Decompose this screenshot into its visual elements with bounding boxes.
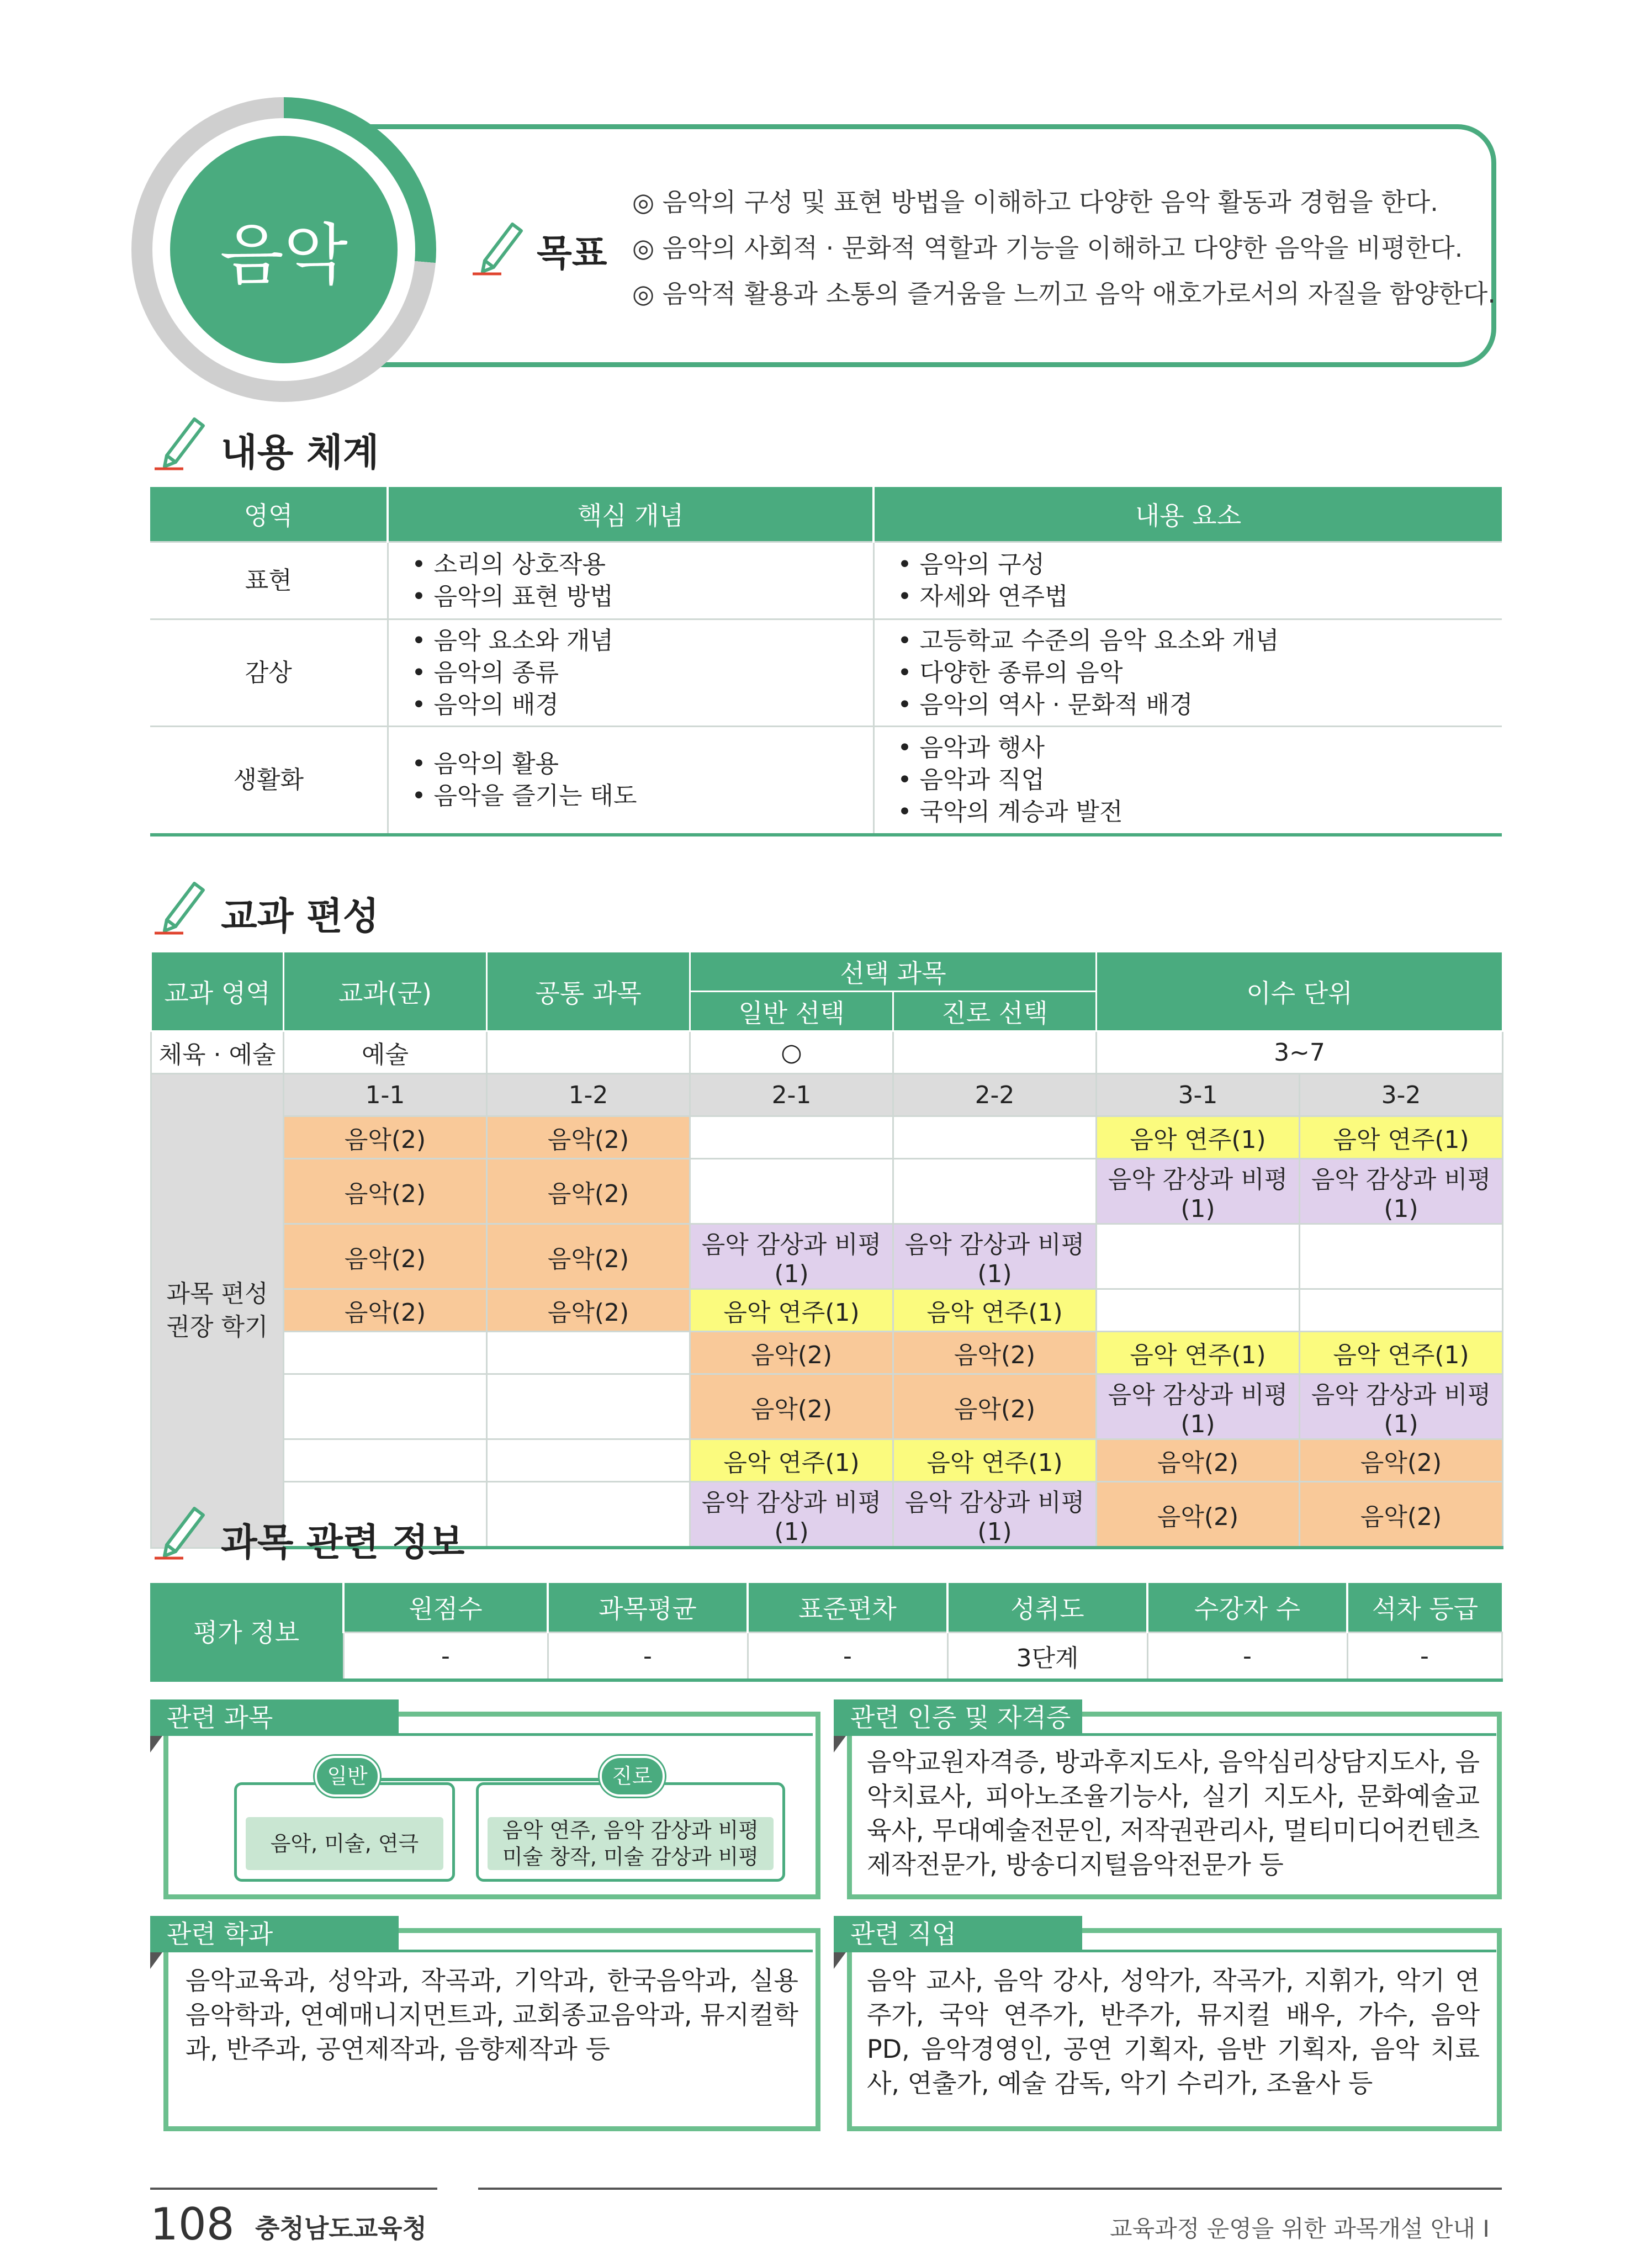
schedule-cell: 음악(2) <box>487 1159 690 1224</box>
semester-cell: 1-2 <box>487 1074 690 1116</box>
table-cell: - <box>748 1633 947 1681</box>
summary-row <box>151 1031 1503 1074</box>
column-header: 내용 요소 <box>873 487 1502 542</box>
schedule-cell <box>487 1374 690 1439</box>
semester-row <box>151 1074 1503 1116</box>
pencil-icon <box>150 411 211 472</box>
table-row <box>151 1439 1503 1482</box>
area-cell: 생활화 <box>150 727 388 835</box>
schedule-cell: 음악 감상과 비평(1) <box>690 1224 893 1289</box>
column-header: 성취도 <box>947 1583 1147 1633</box>
pencil-icon <box>150 876 211 936</box>
content-table <box>150 487 1502 836</box>
schedule-cell: 음악 연주(1) <box>1097 1332 1300 1374</box>
schedule-cell: 음악(2) <box>284 1289 487 1332</box>
table-row <box>151 1224 1503 1289</box>
pencil-icon <box>468 216 529 277</box>
concept-item: • 소리의 상호작용 <box>411 550 606 579</box>
element-item: • 음악과 행사 <box>897 733 1045 762</box>
table-header-row <box>150 1583 1502 1633</box>
goal-item: ◎ 음악의 사회적 · 문화적 역할과 기능을 이해하고 다양한 음악을 비평한다. <box>632 233 1463 263</box>
tab-underline <box>834 1950 1496 1952</box>
table-row <box>151 1116 1503 1159</box>
column-header: 공통 과목 <box>487 952 690 1031</box>
schedule-cell: 음악 감상과 비평(1) <box>1300 1374 1503 1439</box>
column-header: 교과(군) <box>284 952 487 1031</box>
schedule-cell <box>487 1482 690 1548</box>
concept-cell <box>388 619 873 727</box>
schedule-cell <box>284 1332 487 1374</box>
schedule-cell: 음악 감상과 비평(1) <box>690 1482 893 1548</box>
footer-org: 충청남도교육청 <box>255 2214 427 2243</box>
table-cell: 3단계 <box>947 1633 1147 1681</box>
tab-fold <box>150 1736 162 1752</box>
schedule-cell: 음악(2) <box>487 1116 690 1159</box>
element-cell <box>873 542 1502 619</box>
footer-rule <box>478 2188 1502 2190</box>
schedule-cell <box>487 1439 690 1482</box>
concept-item: • 음악의 종류 <box>411 658 559 687</box>
general-pill: 일반 <box>315 1756 380 1797</box>
organization-table <box>150 951 1503 1549</box>
semester-cell: 2-2 <box>893 1074 1097 1116</box>
career-pill: 진로 <box>600 1756 665 1797</box>
element-item: • 고등학교 수준의 음악 요소와 개념 <box>897 626 1279 655</box>
table-row <box>151 1289 1503 1332</box>
table-row <box>151 1374 1503 1439</box>
semester-cell: 3-1 <box>1097 1074 1300 1116</box>
tab-fold <box>150 1952 162 1969</box>
goal-item: ◎ 음악의 구성 및 표현 방법을 이해하고 다양한 음악 활동과 경험을 한다. <box>632 187 1438 217</box>
schedule-cell: 음악 연주(1) <box>1300 1332 1503 1374</box>
section-title-organization: 교과 편성 <box>221 895 379 939</box>
schedule-cell: 음악 연주(1) <box>690 1289 893 1332</box>
goal-list <box>632 179 1496 317</box>
table-row <box>151 1332 1503 1374</box>
column-header: 원점수 <box>343 1583 548 1633</box>
schedule-cell: 음악(2) <box>1300 1482 1503 1548</box>
schedule-cell: 음악 연주(1) <box>1300 1116 1503 1159</box>
general-subject-box <box>234 1782 455 1882</box>
table-cell <box>893 1031 1097 1074</box>
table-cell: 예술 <box>284 1031 487 1074</box>
concept-item: • 음악의 표현 방법 <box>411 582 613 611</box>
schedule-cell: 음악(2) <box>1097 1439 1300 1482</box>
schedule-cell <box>1300 1224 1503 1289</box>
schedule-cell <box>1097 1224 1300 1289</box>
tab-underline <box>150 1733 813 1736</box>
schedule-cell: 음악(2) <box>284 1159 487 1224</box>
table-cell: - <box>343 1633 548 1681</box>
tab-underline <box>150 1950 813 1952</box>
related-subjects-tab: 관련 과목 <box>150 1699 399 1736</box>
certificates-tab: 관련 인증 및 자격증 <box>834 1699 1082 1736</box>
table-cell: - <box>1347 1633 1502 1681</box>
column-header: 일반 선택 <box>690 992 893 1031</box>
side-label-line: 과목 편성 <box>166 1279 268 1308</box>
schedule-cell: 음악(2) <box>284 1116 487 1159</box>
tab-fold <box>834 1736 846 1752</box>
schedule-cell: 음악 감상과 비평(1) <box>1300 1159 1503 1224</box>
jobs-text: 음악 교사, 음악 강사, 성악가, 작곡가, 지휘가, 악기 연주가, 국악 연주가, 반주가, 뮤지컬 배우, 가수, 음악 PD, 음악경영인, 공연 기획자, 음반 기획자, 음악 치료사, 연출가, 예술 감독, 악기 수리가, 조율사 등 <box>867 1966 1480 2098</box>
career-subject-line: 미술 창작, 미술 감상과 비평 <box>502 1845 759 1869</box>
concept-cell <box>388 542 873 619</box>
semester-cell: 3-2 <box>1300 1074 1503 1116</box>
schedule-cell: 음악(2) <box>284 1224 487 1289</box>
schedule-cell: 음악 감상과 비평(1) <box>893 1482 1097 1548</box>
element-cell <box>873 619 1502 727</box>
schedule-cell: 음악(2) <box>487 1224 690 1289</box>
schedule-cell: 음악(2) <box>487 1289 690 1332</box>
career-subject-text <box>488 1817 774 1870</box>
subject-title: 음악 <box>170 136 398 363</box>
footer-doc-title: 교육과정 운영을 위한 과목개설 안내 I <box>1110 2215 1490 2242</box>
schedule-cell: 음악(2) <box>1300 1439 1503 1482</box>
table-row <box>151 1159 1503 1224</box>
table-cell: 체육 · 예술 <box>151 1031 284 1074</box>
eval-label: 평가 정보 <box>150 1583 343 1680</box>
area-cell: 표현 <box>150 542 388 619</box>
career-subject-line: 음악 연주, 음악 감상과 비평 <box>502 1818 759 1842</box>
schedule-cell <box>284 1439 487 1482</box>
semester-cell: 2-1 <box>690 1074 893 1116</box>
schedule-cell: 음악 감상과 비평(1) <box>893 1224 1097 1289</box>
schedule-cell: 음악 감상과 비평(1) <box>1097 1374 1300 1439</box>
schedule-cell: 음악 연주(1) <box>690 1439 893 1482</box>
concept-item: • 음악의 배경 <box>411 690 559 719</box>
concept-item: • 음악의 활용 <box>411 749 559 778</box>
column-header: 석차 등급 <box>1347 1583 1502 1633</box>
tab-fold <box>834 1952 846 1969</box>
semester-cell: 1-1 <box>284 1074 487 1116</box>
departments-text: 음악교육과, 성악과, 작곡과, 기악과, 한국음악과, 실용음악학과, 연예매니지먼트과, 교회종교음악과, 뮤지컬학과, 반주과, 공연제작과, 음향제작과 등 <box>186 1966 798 2064</box>
schedule-cell: 음악(2) <box>690 1374 893 1439</box>
column-header: 표준편차 <box>748 1583 947 1633</box>
column-header: 진로 선택 <box>893 992 1097 1031</box>
table-cell: - <box>1147 1633 1347 1681</box>
element-cell <box>873 727 1502 835</box>
column-header: 핵심 개념 <box>388 487 873 542</box>
element-item: • 다양한 종류의 음악 <box>897 658 1123 687</box>
schedule-cell <box>487 1332 690 1374</box>
schedule-cell <box>893 1159 1097 1224</box>
table-row <box>150 727 1502 835</box>
side-label-line: 권장 학기 <box>166 1312 268 1341</box>
section-title-content: 내용 체계 <box>221 431 379 475</box>
column-header: 선택 과목 <box>690 952 1097 992</box>
column-header: 이수 단위 <box>1097 952 1503 1031</box>
schedule-cell <box>893 1116 1097 1159</box>
page-number: 108 <box>150 2199 235 2250</box>
table-cell: - <box>548 1633 748 1681</box>
column-header: 영역 <box>150 487 388 542</box>
footer-rule <box>150 2188 437 2190</box>
column-header: 과목평균 <box>548 1583 748 1633</box>
concept-item: • 음악을 즐기는 태도 <box>411 781 637 810</box>
schedule-cell: 음악(2) <box>893 1332 1097 1374</box>
section-title-info: 과목 관련 정보 <box>221 1521 465 1565</box>
schedule-cell: 음악 연주(1) <box>893 1439 1097 1482</box>
departments-tab: 관련 학과 <box>150 1916 399 1952</box>
eval-table <box>150 1583 1503 1682</box>
schedule-cell: 음악 연주(1) <box>893 1289 1097 1332</box>
column-header: 교과 영역 <box>151 952 284 1031</box>
table-header-row <box>151 952 1503 992</box>
schedule-cell <box>1097 1289 1300 1332</box>
area-cell: 감상 <box>150 619 388 727</box>
schedule-cell: 음악 연주(1) <box>1097 1116 1300 1159</box>
table-row <box>150 619 1502 727</box>
certificates-text: 음악교원자격증, 방과후지도사, 음악심리상담지도사, 음악치료사, 피아노조율기능사, 실기 지도사, 문화예술교육사, 무대예술전문인, 저작권관리사, 멀티미디어컨텐츠제작전문가, 방송디지털음악전문가 등 <box>867 1747 1480 1879</box>
goal-item: ◎ 음악적 활용과 소통의 즐거움을 느끼고 음악 애호가로서의 자질을 함양한다. <box>632 279 1496 309</box>
schedule-cell <box>690 1116 893 1159</box>
column-header: 수강자 수 <box>1147 1583 1347 1633</box>
general-subject-text: 음악, 미술, 연극 <box>246 1817 443 1870</box>
connector-line <box>398 1778 627 1781</box>
table-row <box>150 1633 1502 1681</box>
element-item: • 국악의 계승과 발전 <box>897 797 1123 826</box>
element-item: • 음악의 역사 · 문화적 배경 <box>897 690 1193 719</box>
table-row <box>150 542 1502 619</box>
table-header-row <box>150 487 1502 542</box>
concept-item: • 음악 요소와 개념 <box>411 626 613 655</box>
table-cell <box>487 1031 690 1074</box>
schedule-cell: 음악 감상과 비평(1) <box>1097 1159 1300 1224</box>
element-item: • 음악의 구성 <box>897 550 1045 579</box>
element-item: • 자세와 연주법 <box>897 582 1068 611</box>
schedule-cell <box>690 1159 893 1224</box>
schedule-cell: 음악(2) <box>690 1332 893 1374</box>
pencil-icon <box>150 1501 211 1561</box>
schedule-cell <box>1300 1289 1503 1332</box>
jobs-tab: 관련 직업 <box>834 1916 1082 1952</box>
goal-label: 목표 <box>537 232 607 274</box>
table-cell: 3~7 <box>1097 1031 1503 1074</box>
concept-cell <box>388 727 873 835</box>
schedule-cell: 음악(2) <box>1097 1482 1300 1548</box>
schedule-cell: 음악(2) <box>893 1374 1097 1439</box>
table-cell: ○ <box>690 1031 893 1074</box>
career-subject-box <box>476 1782 785 1882</box>
side-label <box>151 1074 284 1548</box>
element-item: • 음악과 직업 <box>897 765 1045 794</box>
schedule-cell <box>284 1374 487 1439</box>
tab-underline <box>834 1733 1496 1736</box>
